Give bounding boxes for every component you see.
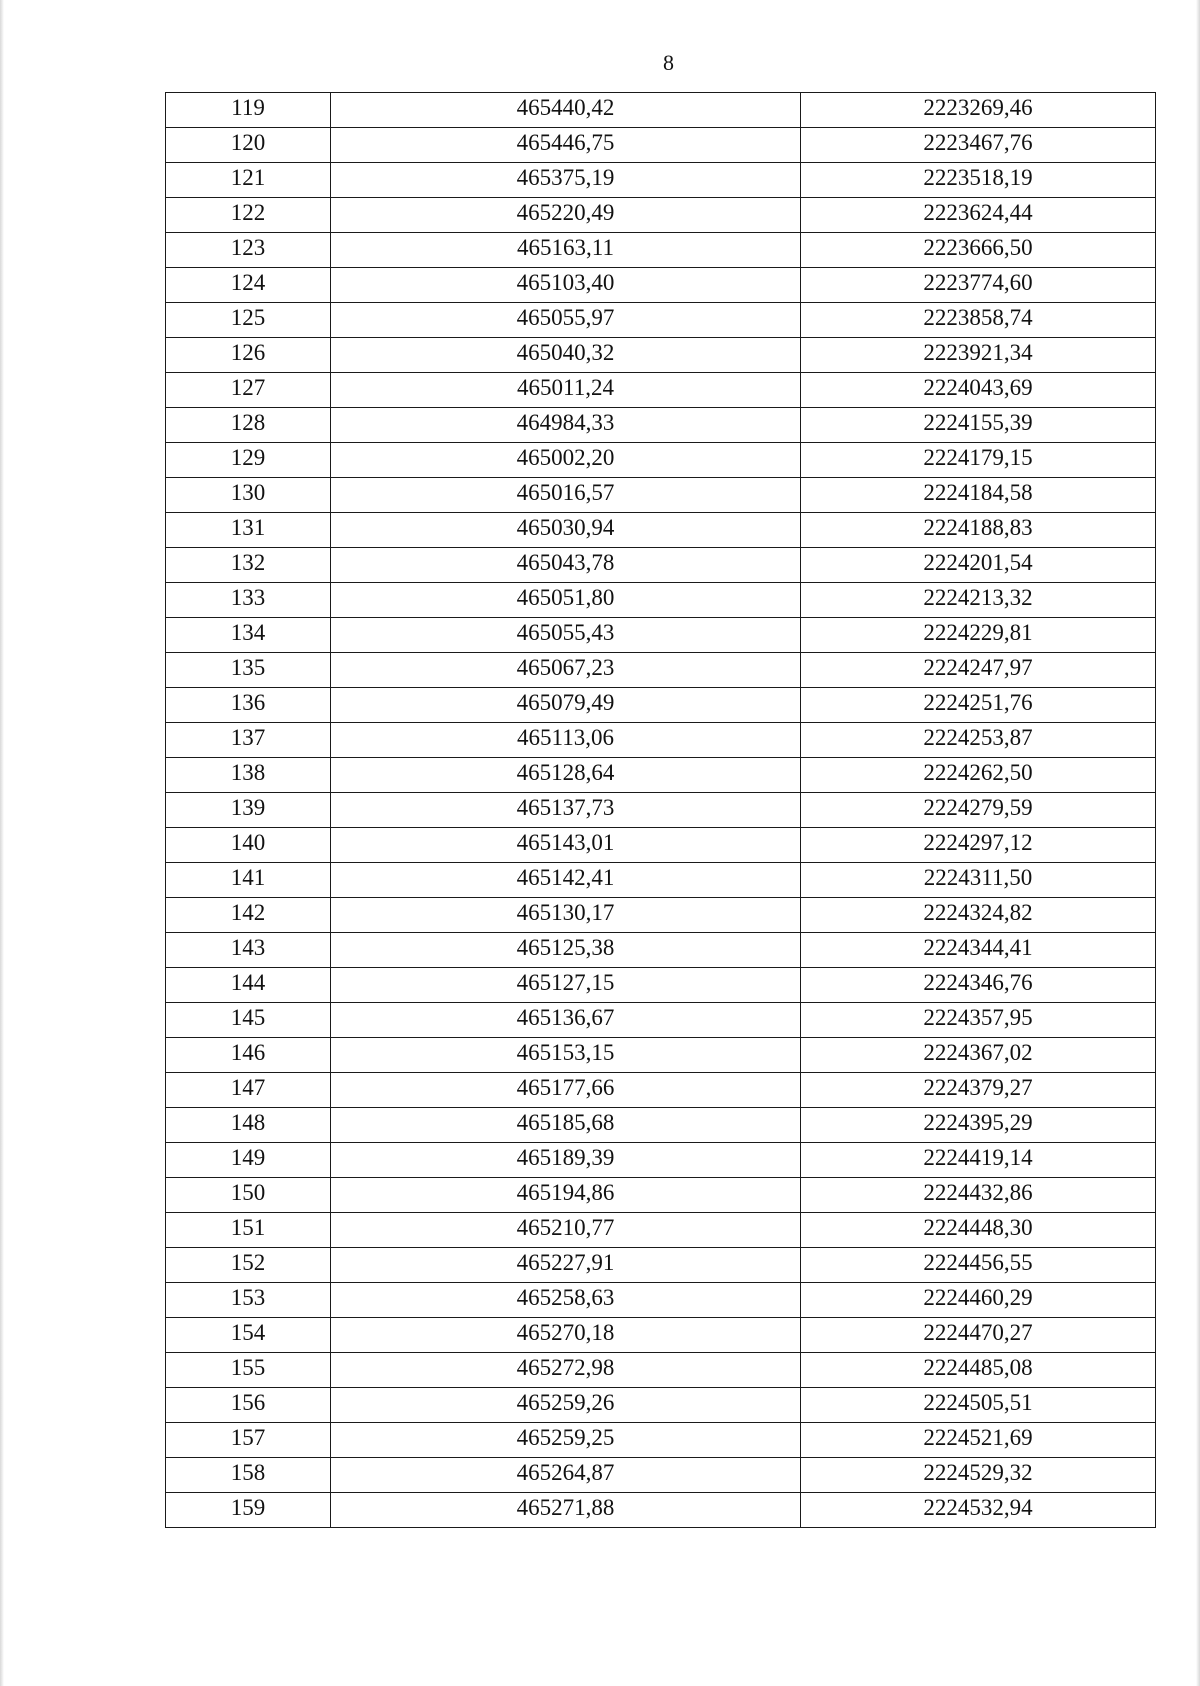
point-number-cell: 123 xyxy=(166,233,331,268)
table-row xyxy=(166,513,1156,548)
scan-edge-left xyxy=(0,0,4,1686)
table-row xyxy=(166,1178,1156,1213)
x-coordinate-cell: 465163,11 xyxy=(331,233,801,268)
x-coordinate-cell: 465375,19 xyxy=(331,163,801,198)
table-row xyxy=(166,863,1156,898)
y-coordinate-cell: 2224297,12 xyxy=(801,828,1156,863)
point-number-cell: 143 xyxy=(166,933,331,968)
table-row xyxy=(166,163,1156,198)
point-number-cell: 127 xyxy=(166,373,331,408)
y-coordinate-cell: 2223921,34 xyxy=(801,338,1156,373)
table-row xyxy=(166,1248,1156,1283)
y-coordinate-cell: 2224344,41 xyxy=(801,933,1156,968)
x-coordinate-cell: 465259,26 xyxy=(331,1388,801,1423)
point-number-cell: 149 xyxy=(166,1143,331,1178)
table-row xyxy=(166,1318,1156,1353)
x-coordinate-cell: 465264,87 xyxy=(331,1458,801,1493)
x-coordinate-cell: 465103,40 xyxy=(331,268,801,303)
y-coordinate-cell: 2224262,50 xyxy=(801,758,1156,793)
page-number: 8 xyxy=(663,50,674,75)
y-coordinate-cell: 2224213,32 xyxy=(801,583,1156,618)
point-number-cell: 122 xyxy=(166,198,331,233)
table-row xyxy=(166,828,1156,863)
table-row xyxy=(166,1003,1156,1038)
x-coordinate-cell: 465136,67 xyxy=(331,1003,801,1038)
table-row xyxy=(166,653,1156,688)
point-number-cell: 133 xyxy=(166,583,331,618)
y-coordinate-cell: 2224379,27 xyxy=(801,1073,1156,1108)
y-coordinate-cell: 2223624,44 xyxy=(801,198,1156,233)
y-coordinate-cell: 2224279,59 xyxy=(801,793,1156,828)
table-row xyxy=(166,688,1156,723)
table-row xyxy=(166,128,1156,163)
y-coordinate-cell: 2224184,58 xyxy=(801,478,1156,513)
point-number-cell: 121 xyxy=(166,163,331,198)
x-coordinate-cell: 465125,38 xyxy=(331,933,801,968)
point-number-cell: 150 xyxy=(166,1178,331,1213)
point-number-cell: 153 xyxy=(166,1283,331,1318)
point-number-cell: 144 xyxy=(166,968,331,1003)
y-coordinate-cell: 2224448,30 xyxy=(801,1213,1156,1248)
x-coordinate-cell: 465142,41 xyxy=(331,863,801,898)
table-row xyxy=(166,933,1156,968)
x-coordinate-cell: 465011,24 xyxy=(331,373,801,408)
table-row xyxy=(166,93,1156,128)
y-coordinate-cell: 2224367,02 xyxy=(801,1038,1156,1073)
table-row xyxy=(166,1458,1156,1493)
y-coordinate-cell: 2224043,69 xyxy=(801,373,1156,408)
table-row xyxy=(166,1213,1156,1248)
y-coordinate-cell: 2223666,50 xyxy=(801,233,1156,268)
point-number-cell: 141 xyxy=(166,863,331,898)
table-row xyxy=(166,1038,1156,1073)
x-coordinate-cell: 465127,15 xyxy=(331,968,801,1003)
point-number-cell: 130 xyxy=(166,478,331,513)
point-number-cell: 135 xyxy=(166,653,331,688)
table-row xyxy=(166,548,1156,583)
point-number-cell: 140 xyxy=(166,828,331,863)
x-coordinate-cell: 464984,33 xyxy=(331,408,801,443)
x-coordinate-cell: 465130,17 xyxy=(331,898,801,933)
y-coordinate-cell: 2224251,76 xyxy=(801,688,1156,723)
table-row xyxy=(166,198,1156,233)
coordinates-table xyxy=(165,92,1156,1528)
table-row xyxy=(166,338,1156,373)
table-row xyxy=(166,583,1156,618)
scan-edge-right xyxy=(1196,0,1200,1686)
x-coordinate-cell: 465002,20 xyxy=(331,443,801,478)
y-coordinate-cell: 2224532,94 xyxy=(801,1493,1156,1528)
x-coordinate-cell: 465185,68 xyxy=(331,1108,801,1143)
table-row xyxy=(166,373,1156,408)
x-coordinate-cell: 465055,97 xyxy=(331,303,801,338)
x-coordinate-cell: 465137,73 xyxy=(331,793,801,828)
y-coordinate-cell: 2223858,74 xyxy=(801,303,1156,338)
point-number-cell: 129 xyxy=(166,443,331,478)
x-coordinate-cell: 465113,06 xyxy=(331,723,801,758)
point-number-cell: 139 xyxy=(166,793,331,828)
y-coordinate-cell: 2224357,95 xyxy=(801,1003,1156,1038)
y-coordinate-cell: 2224311,50 xyxy=(801,863,1156,898)
point-number-cell: 126 xyxy=(166,338,331,373)
table-row xyxy=(166,408,1156,443)
y-coordinate-cell: 2224470,27 xyxy=(801,1318,1156,1353)
table-row xyxy=(166,1108,1156,1143)
point-number-cell: 132 xyxy=(166,548,331,583)
y-coordinate-cell: 2224456,55 xyxy=(801,1248,1156,1283)
y-coordinate-cell: 2224346,76 xyxy=(801,968,1156,1003)
x-coordinate-cell: 465153,15 xyxy=(331,1038,801,1073)
x-coordinate-cell: 465271,88 xyxy=(331,1493,801,1528)
x-coordinate-cell: 465051,80 xyxy=(331,583,801,618)
y-coordinate-cell: 2224155,39 xyxy=(801,408,1156,443)
x-coordinate-cell: 465258,63 xyxy=(331,1283,801,1318)
y-coordinate-cell: 2223467,76 xyxy=(801,128,1156,163)
point-number-cell: 142 xyxy=(166,898,331,933)
x-coordinate-cell: 465446,75 xyxy=(331,128,801,163)
y-coordinate-cell: 2224395,29 xyxy=(801,1108,1156,1143)
point-number-cell: 145 xyxy=(166,1003,331,1038)
y-coordinate-cell: 2224179,15 xyxy=(801,443,1156,478)
y-coordinate-cell: 2224460,29 xyxy=(801,1283,1156,1318)
x-coordinate-cell: 465043,78 xyxy=(331,548,801,583)
x-coordinate-cell: 465128,64 xyxy=(331,758,801,793)
x-coordinate-cell: 465055,43 xyxy=(331,618,801,653)
coordinates-table-body xyxy=(166,93,1156,1528)
point-number-cell: 137 xyxy=(166,723,331,758)
x-coordinate-cell: 465220,49 xyxy=(331,198,801,233)
point-number-cell: 158 xyxy=(166,1458,331,1493)
table-row xyxy=(166,618,1156,653)
x-coordinate-cell: 465259,25 xyxy=(331,1423,801,1458)
table-row xyxy=(166,793,1156,828)
y-coordinate-cell: 2224247,97 xyxy=(801,653,1156,688)
y-coordinate-cell: 2223774,60 xyxy=(801,268,1156,303)
point-number-cell: 125 xyxy=(166,303,331,338)
table-row xyxy=(166,1143,1156,1178)
point-number-cell: 151 xyxy=(166,1213,331,1248)
x-coordinate-cell: 465227,91 xyxy=(331,1248,801,1283)
table-row xyxy=(166,478,1156,513)
x-coordinate-cell: 465040,32 xyxy=(331,338,801,373)
table-row xyxy=(166,1388,1156,1423)
point-number-cell: 136 xyxy=(166,688,331,723)
table-row xyxy=(166,758,1156,793)
y-coordinate-cell: 2224229,81 xyxy=(801,618,1156,653)
x-coordinate-cell: 465194,86 xyxy=(331,1178,801,1213)
point-number-cell: 128 xyxy=(166,408,331,443)
table-row xyxy=(166,723,1156,758)
y-coordinate-cell: 2224188,83 xyxy=(801,513,1156,548)
x-coordinate-cell: 465210,77 xyxy=(331,1213,801,1248)
point-number-cell: 157 xyxy=(166,1423,331,1458)
point-number-cell: 159 xyxy=(166,1493,331,1528)
point-number-cell: 147 xyxy=(166,1073,331,1108)
table-row xyxy=(166,233,1156,268)
table-row xyxy=(166,1493,1156,1528)
point-number-cell: 146 xyxy=(166,1038,331,1073)
y-coordinate-cell: 2224253,87 xyxy=(801,723,1156,758)
point-number-cell: 134 xyxy=(166,618,331,653)
table-row xyxy=(166,303,1156,338)
point-number-cell: 148 xyxy=(166,1108,331,1143)
y-coordinate-cell: 2224521,69 xyxy=(801,1423,1156,1458)
table-row xyxy=(166,1073,1156,1108)
x-coordinate-cell: 465079,49 xyxy=(331,688,801,723)
point-number-cell: 131 xyxy=(166,513,331,548)
table-row xyxy=(166,1353,1156,1388)
table-row xyxy=(166,443,1156,478)
point-number-cell: 120 xyxy=(166,128,331,163)
y-coordinate-cell: 2223518,19 xyxy=(801,163,1156,198)
point-number-cell: 155 xyxy=(166,1353,331,1388)
y-coordinate-cell: 2224419,14 xyxy=(801,1143,1156,1178)
point-number-cell: 152 xyxy=(166,1248,331,1283)
table-row xyxy=(166,898,1156,933)
x-coordinate-cell: 465016,57 xyxy=(331,478,801,513)
x-coordinate-cell: 465143,01 xyxy=(331,828,801,863)
x-coordinate-cell: 465272,98 xyxy=(331,1353,801,1388)
y-coordinate-cell: 2224432,86 xyxy=(801,1178,1156,1213)
table-row xyxy=(166,968,1156,1003)
y-coordinate-cell: 2223269,46 xyxy=(801,93,1156,128)
x-coordinate-cell: 465177,66 xyxy=(331,1073,801,1108)
y-coordinate-cell: 2224201,54 xyxy=(801,548,1156,583)
point-number-cell: 154 xyxy=(166,1318,331,1353)
x-coordinate-cell: 465067,23 xyxy=(331,653,801,688)
point-number-cell: 119 xyxy=(166,93,331,128)
x-coordinate-cell: 465440,42 xyxy=(331,93,801,128)
y-coordinate-cell: 2224324,82 xyxy=(801,898,1156,933)
point-number-cell: 156 xyxy=(166,1388,331,1423)
x-coordinate-cell: 465270,18 xyxy=(331,1318,801,1353)
table-row xyxy=(166,268,1156,303)
point-number-cell: 138 xyxy=(166,758,331,793)
x-coordinate-cell: 465189,39 xyxy=(331,1143,801,1178)
table-row xyxy=(166,1423,1156,1458)
x-coordinate-cell: 465030,94 xyxy=(331,513,801,548)
y-coordinate-cell: 2224485,08 xyxy=(801,1353,1156,1388)
y-coordinate-cell: 2224505,51 xyxy=(801,1388,1156,1423)
table-row xyxy=(166,1283,1156,1318)
point-number-cell: 124 xyxy=(166,268,331,303)
y-coordinate-cell: 2224529,32 xyxy=(801,1458,1156,1493)
